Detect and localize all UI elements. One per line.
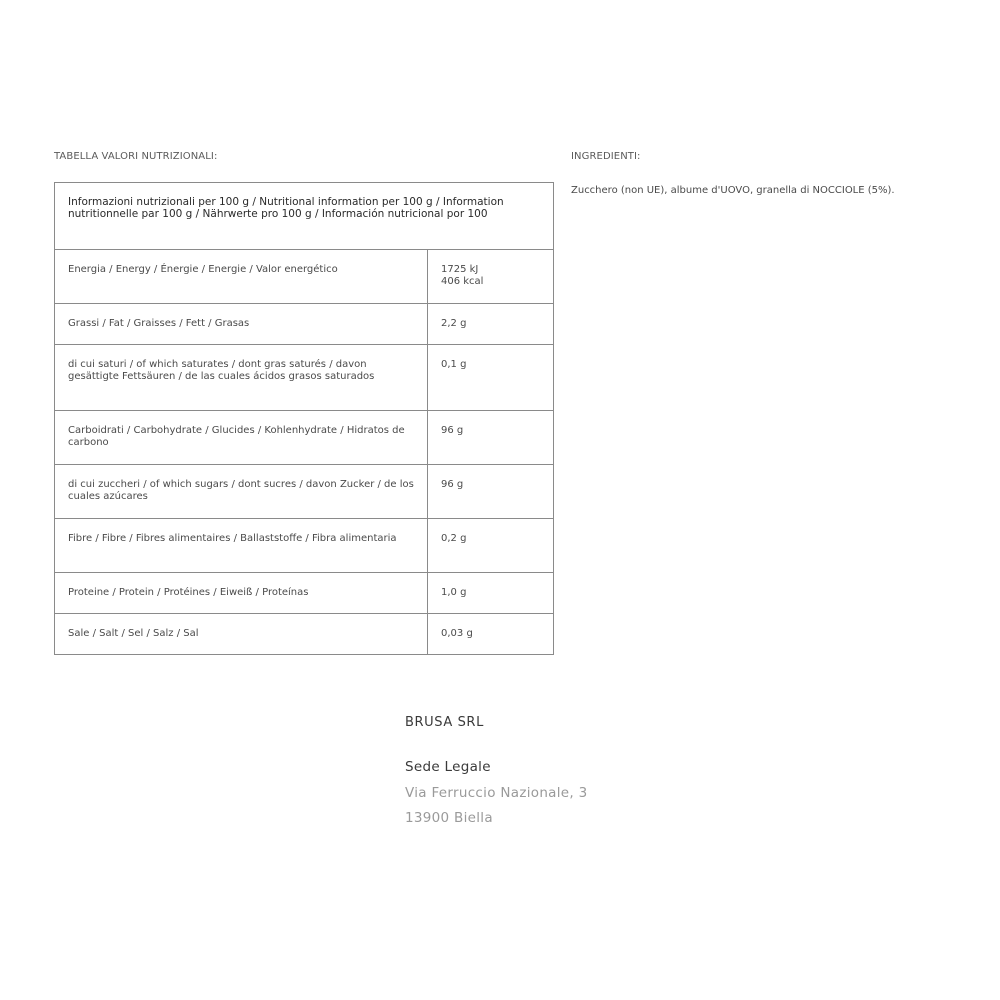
- nutrient-label: Sale / Salt / Sel / Salz / Sal: [55, 614, 428, 655]
- nutrient-label: di cui saturi / of which saturates / dont gras saturés / davon gesättigte Fettsäuren / de las cuales ácidos grasos saturados: [55, 345, 428, 411]
- nutrient-value: 0,03 g: [428, 614, 554, 655]
- table-row: [55, 345, 554, 411]
- nutrient-value: 0,2 g: [428, 519, 554, 573]
- nutrient-label: Carboidrati / Carbohydrate / Glucides / Kohlenhydrate / Hidratos de carbono: [55, 411, 428, 465]
- nutrient-value: 1,0 g: [428, 573, 554, 614]
- nutrient-value: 96 g: [428, 465, 554, 519]
- table-row: [55, 250, 554, 304]
- table-row: [55, 573, 554, 614]
- ingredients-section-label: INGREDIENTI:: [571, 151, 641, 162]
- nutrient-label: Grassi / Fat / Graisses / Fett / Grasas: [55, 304, 428, 345]
- company-name: BRUSA SRL: [405, 715, 484, 730]
- nutrient-label: Energia / Energy / Énergie / Energie / Valor energético: [55, 250, 428, 304]
- nutrition-table-header: Informazioni nutrizionali per 100 g / Nutritional information per 100 g / Information nutritionnelle par 100 g / Nährwerte pro 100 g / Información nutricional por 100: [55, 183, 554, 250]
- nutrient-label: Proteine / Protein / Protéines / Eiweiß / Proteínas: [55, 573, 428, 614]
- nutrient-value: [428, 250, 554, 304]
- table-row: [55, 411, 554, 465]
- nutrition-section-label: TABELLA VALORI NUTRIZIONALI:: [54, 151, 218, 162]
- nutrient-value: 2,2 g: [428, 304, 554, 345]
- table-row: [55, 614, 554, 655]
- nutrition-table-header-row: [55, 183, 554, 250]
- nutrition-table: [54, 182, 554, 655]
- registered-office-label: Sede Legale: [405, 759, 491, 775]
- nutrient-value: 0,1 g: [428, 345, 554, 411]
- nutrient-label: di cui zuccheri / of which sugars / dont sucres / davon Zucker / de los cuales azúcares: [55, 465, 428, 519]
- table-row: [55, 519, 554, 573]
- table-row: [55, 304, 554, 345]
- company-street-address: Via Ferruccio Nazionale, 3: [405, 785, 588, 801]
- nutrient-value: 96 g: [428, 411, 554, 465]
- nutrient-value-kj: 1725 kJ: [441, 264, 479, 275]
- company-city: 13900 Biella: [405, 810, 493, 826]
- nutrient-value-kcal: 406 kcal: [441, 276, 484, 287]
- table-row: [55, 465, 554, 519]
- ingredients-text: Zucchero (non UE), albume d'UOVO, granella di NOCCIOLE (5%).: [571, 185, 895, 196]
- nutrient-label: Fibre / Fibre / Fibres alimentaires / Ballaststoffe / Fibra alimentaria: [55, 519, 428, 573]
